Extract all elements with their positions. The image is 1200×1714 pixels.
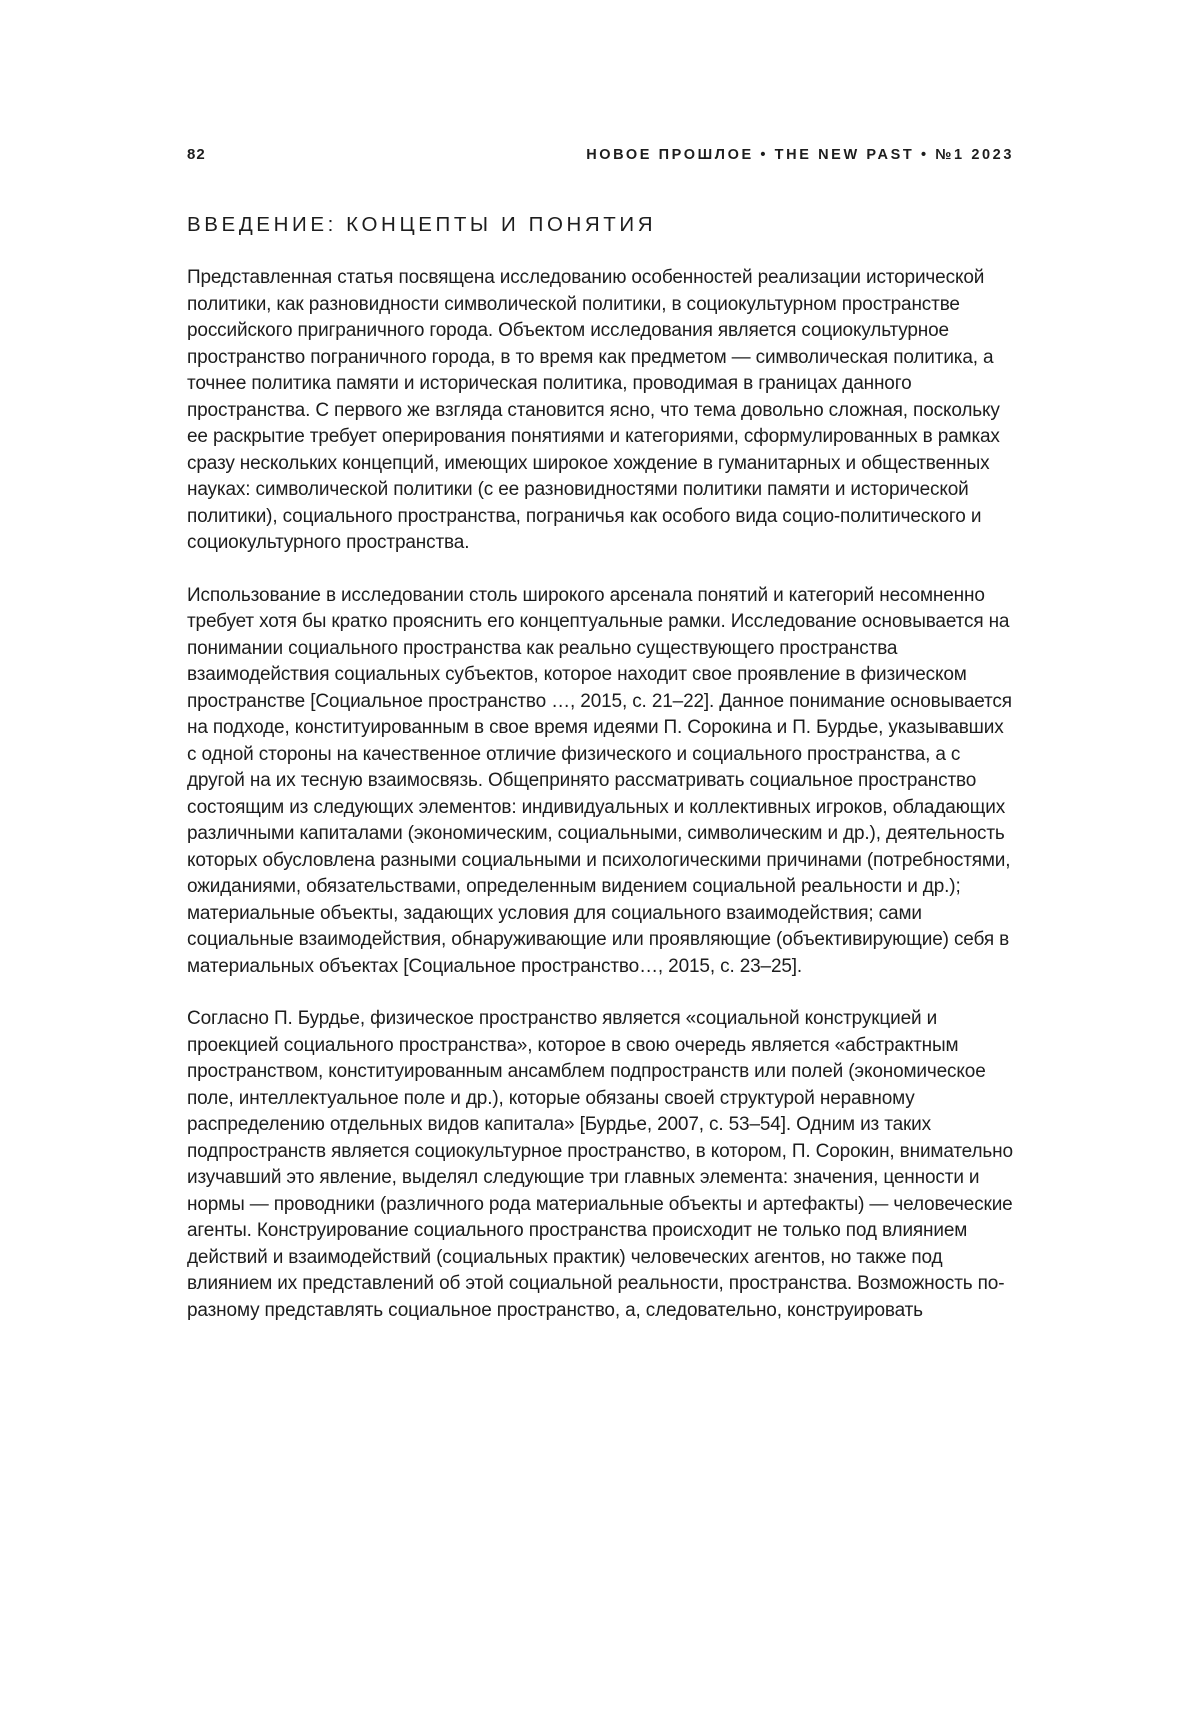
paragraph-intro-1: Представленная статья посвящена исследованию особенностей реализации исторической политики, как разновидности символической политики, в социокультурном пространстве российского приграничного города. Объектом исследования является социокультурное пространство пограничного города, в то время как предметом — символическая политика, а точнее политика памяти и историческая политика, проводимая в границах данного пространства. С первого же взгляда становится ясно, что тема довольно сложная, поскольку ее раскрытие требует оперирования понятиями и категориями, сформулированных в рамках сразу нескольких концепций, имеющих широкое хождение в гуманитарных и общественных науках: символической политики (с ее разновидностями политики памяти и исторической политики), социального пространства, пограничья как особого вида социо-политического и социокультурного пространства.: [187, 267, 1000, 553]
article-body: [187, 213, 1014, 1324]
paragraph-intro-2: Использование в исследовании столь широкого арсенала понятий и категорий несомненно требует хотя бы кратко прояснить его концептуальные рамки. Исследование основывается на понимании социального пространства как реально существующего пространства взаимодействия социальных субъектов, которое находит свое проявление в физическом пространстве [Социальное пространство …, 2015, с. 21–22]. Данное понимание основывается на подходе, конституированным в свое время идеями П. Сорокина и П. Бурдье, указывавших с одной стороны на качественное отличие физического и социального пространства, а с другой на их тесную взаимосвязь. Общепринято рассматривать социальное пространство состоящим из следующих элементов: индивидуальных и коллективных игроков, обладающих различными капиталами (экономическим, социальными, символическим и др.), деятельность которых обусловлена разными социальными и психологическими причинами (потребностями, ожиданиями, обязательствами, определенным видением социальной реальности и др.); материальные объекты, задающих условия для социального взаимодействия; сами социальные взаимодействия, обнаруживающие или проявляющие (объективирующие) себя в материальных объектах [Социальное пространство…, 2015, с. 23–25].: [187, 584, 1012, 977]
running-title: НОВОЕ ПРОШЛОЕ • THE NEW PAST • №1 2023: [586, 147, 1014, 163]
paragraph-intro-3: Согласно П. Бурдье, физическое пространство является «социальной конструкцией и проекцией социального пространства», которое в свою очередь является «абстрактным пространством, конституированным ансамблем подпространств или полей (экономическое поле, интеллектуальное поле и др.), которые обязаны своей структурой неравному распределению отдельных видов капитала» [Бурдье, 2007, с. 53–54]. Одним из таких подпространств является социокультурное пространство, в котором, П. Сорокин, внимательно изучавший это явление, выделял следующие три главных элемента: значения, ценности и нормы — проводники (различного рода материальные объекты и артефакты) — человеческие агенты. Конструирование социального пространства происходит не только под влиянием действий и взаимодействий (социальных практик) человеческих агентов, но также под влиянием их представлений об этой социальной реальности, пространства. Возможность по-разному представлять социальное пространство, а, следовательно, конструировать: [187, 1008, 1013, 1321]
page-header: [187, 146, 1014, 163]
section-heading: ВВЕДЕНИЕ: КОНЦЕПТЫ И ПОНЯТИЯ: [187, 213, 657, 236]
page-number: 82: [187, 146, 206, 163]
